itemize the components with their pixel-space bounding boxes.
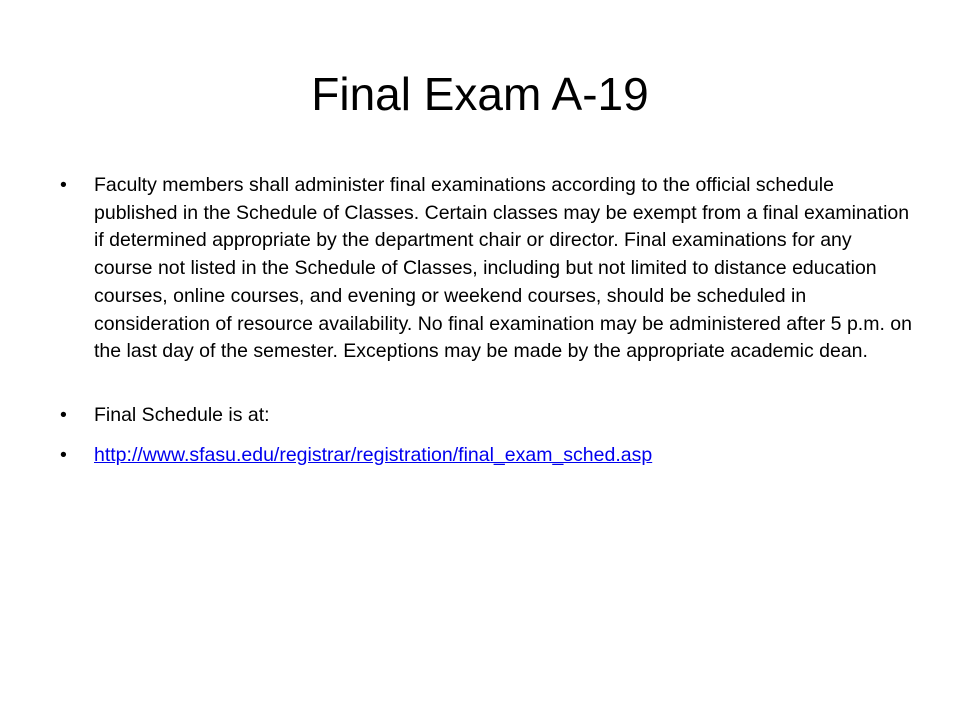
schedule-label-text: Final Schedule is at:	[94, 403, 270, 426]
bullet-icon: •	[60, 174, 67, 196]
bullet-item-schedule-link	[60, 442, 912, 470]
slide-title: Final Exam A-19	[311, 68, 649, 120]
bullet-list	[60, 172, 912, 469]
policy-text: Faculty members shall administer final examinations according to the official schedule published in the Schedule of Classes. Certain classes may be exempt from a final examination if determined appropriate by the department chair or director. Final examinations for any course not listed in the Schedule of Classes, including but not limited to distance education courses, online courses, and evening or weekend courses, should be scheduled in consideration of resource availability. No final examination may be administered after 5 p.m. on the last day of the semester. Exceptions may be made by the appropriate academic dean.	[94, 174, 912, 363]
bullet-item-policy	[60, 172, 912, 366]
bullet-icon: •	[60, 403, 67, 426]
bullet-item-schedule-label	[60, 402, 912, 430]
bullet-icon: •	[60, 443, 67, 466]
final-exam-schedule-link[interactable]: http://www.sfasu.edu/registrar/registration/final_exam_sched.asp	[94, 443, 653, 466]
